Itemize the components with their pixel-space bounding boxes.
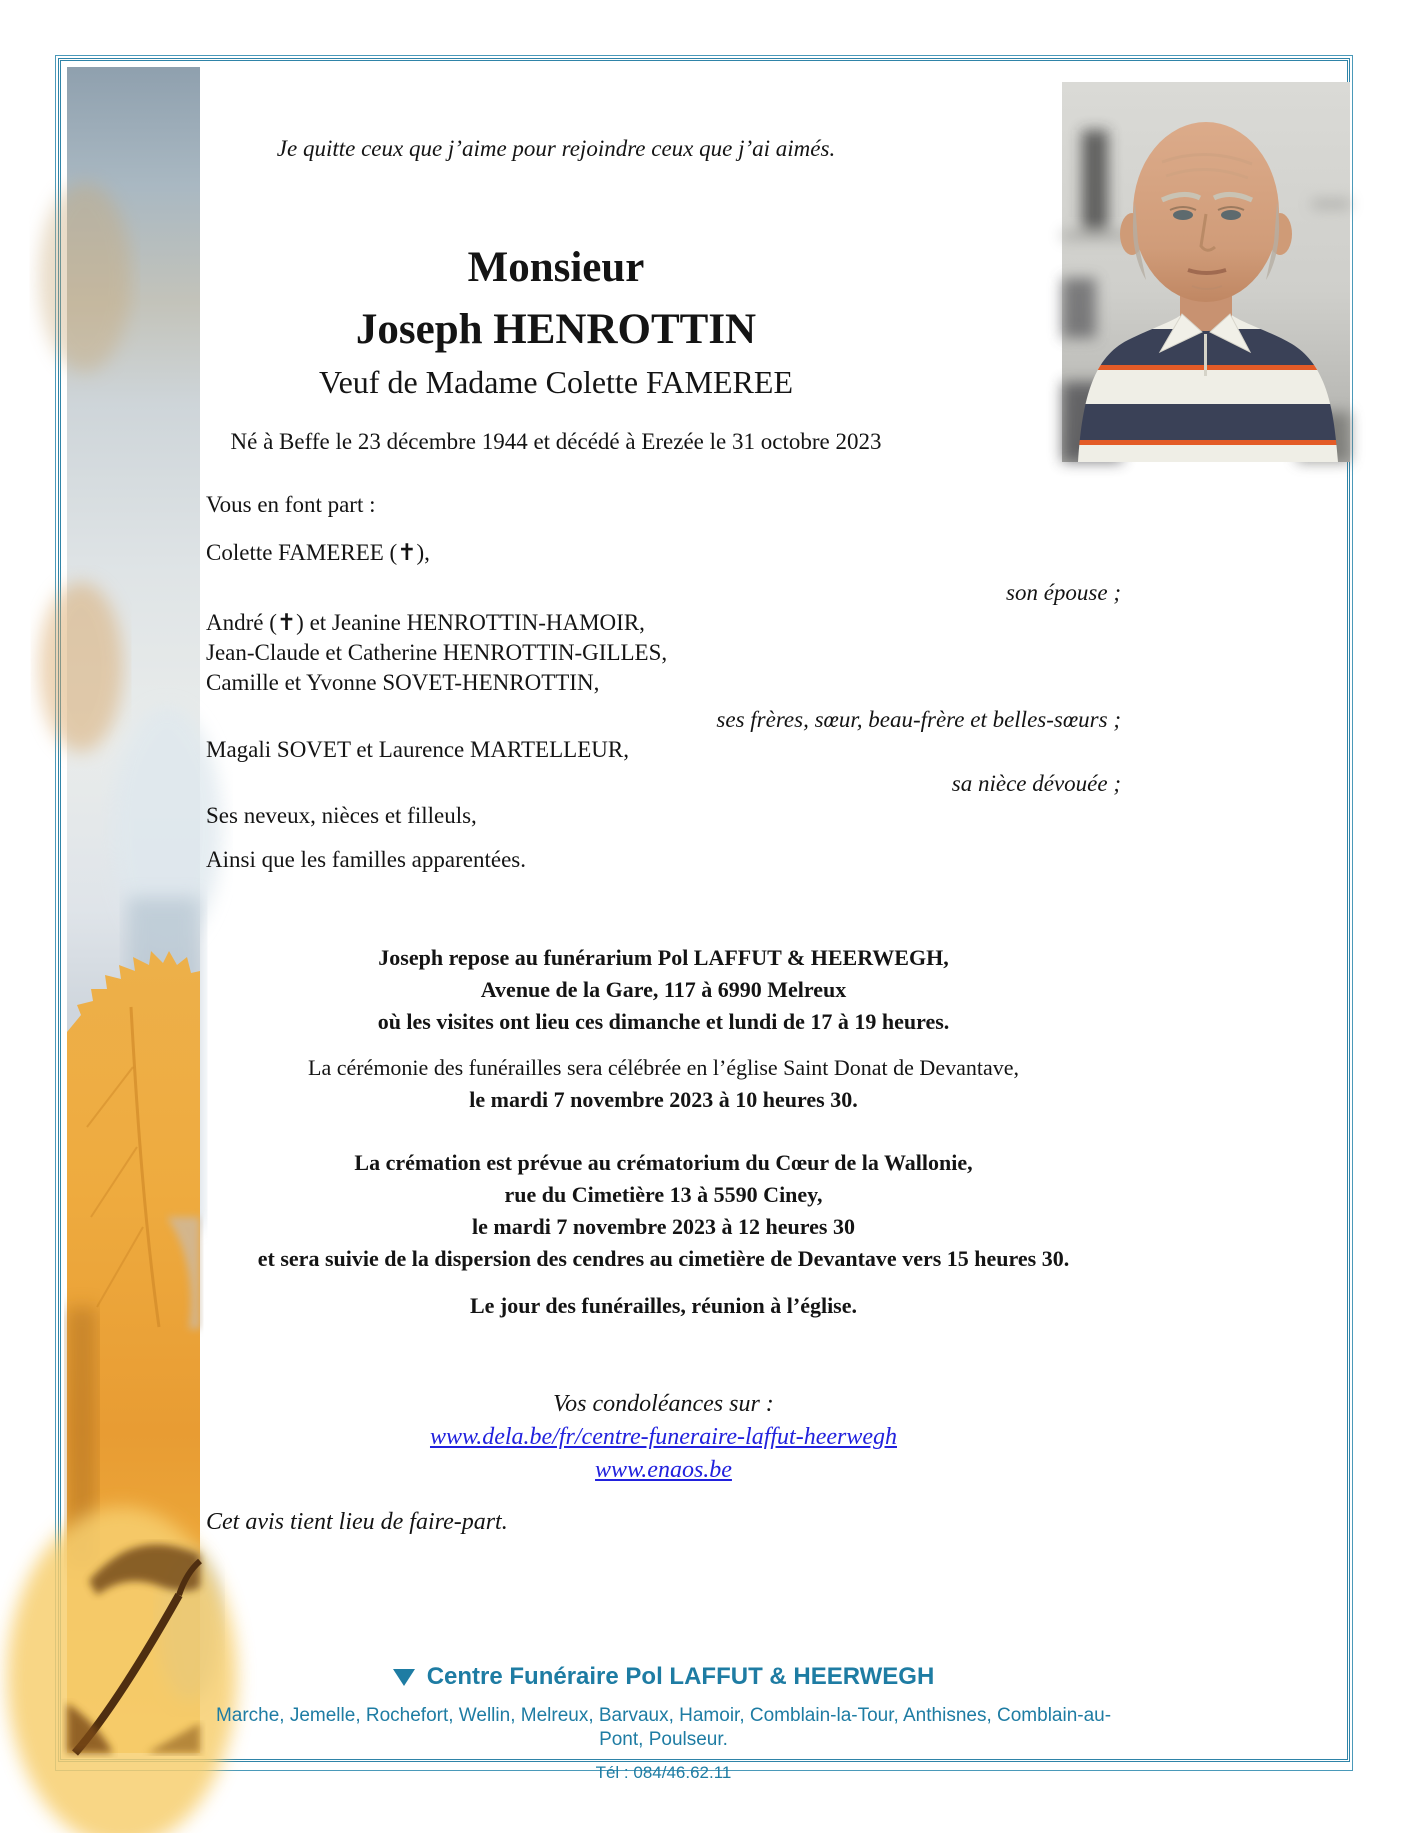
ceremony-date: le mardi 7 novembre 2023 à 10 heures 30. <box>469 1087 858 1112</box>
deceased-name: Joseph HENROTTIN <box>355 306 757 353</box>
sibling-line: Camille et Yvonne SOVET-HENROTTIN, <box>206 670 600 695</box>
ceremony-block <box>206 1052 1121 1116</box>
nephews-line: Ses neveux, nièces et filleuls, <box>206 803 477 828</box>
cremation-date: le mardi 7 novembre 2023 à 12 heures 30 <box>472 1214 855 1239</box>
niece-relation: sa nièce dévouée ; <box>951 771 1121 796</box>
condolences-block <box>206 1387 1121 1487</box>
ceremony-line: La cérémonie des funérailles sera célébrée en l’église Saint Donat de Devantave, <box>308 1055 1019 1080</box>
repose-line: où les visites ont lieu ces dimanche et lundi de 17 à 19 heures. <box>377 1009 950 1034</box>
siblings-relation: ses frères, sœur, beau-frère et belles-sœurs ; <box>716 707 1121 732</box>
condolences-link-dela[interactable]: www.dela.be/fr/centre-funeraire-laffut-heerwegh <box>429 1424 897 1450</box>
funeral-home-phone: Tél : 084/46.62.11 <box>595 1763 732 1782</box>
funeral-home-logo-triangle-icon <box>393 1669 415 1686</box>
autumn-leaves-photo <box>67 67 200 1753</box>
condolences-link-enaos[interactable]: www.enaos.be <box>595 1457 732 1483</box>
siblings-list <box>206 608 1121 698</box>
cremation-block <box>206 1147 1121 1275</box>
faire-part-notice: Cet avis tient lieu de faire-part. <box>206 1509 508 1535</box>
obituary-text <box>206 61 1121 1784</box>
ashes-dispersion-line: et sera suivie de la dispersion des cendres au cimetière de Devantave vers 15 heures 30. <box>257 1246 1070 1271</box>
repose-line: Avenue de la Gare, 117 à 6990 Melreux <box>480 977 847 1002</box>
title-prefix: Monsieur <box>467 244 645 291</box>
funeral-home-locations: Marche, Jemelle, Rochefort, Wellin, Melreux, Barvaux, Hamoir, Comblain-la-Tour, Anthisnes, Comblain-au-Pont, Poulseur. <box>215 1705 1112 1750</box>
cremation-line: La crémation est prévue au crématorium du Cœur de la Wallonie, <box>354 1150 973 1175</box>
repose-line: Joseph repose au funérarium Pol LAFFUT & HEERWEGH, <box>378 945 949 970</box>
birth-death-line: Né à Beffe le 23 décembre 1944 et décédé à Erezée le 31 octobre 2023 <box>230 429 882 454</box>
cremation-line: rue du Cimetière 13 à 5590 Ciney, <box>504 1182 823 1207</box>
obituary-card <box>61 61 1347 1782</box>
spouse-name: Colette FAMEREE (✝), <box>206 540 430 565</box>
repose-block <box>206 942 1121 1038</box>
deceased-title-block <box>206 237 906 361</box>
condolences-label: Vos condoléances sur : <box>553 1391 774 1417</box>
funeral-home-name-text: Centre Funéraire Pol LAFFUT & HEERWEGH <box>426 1663 935 1690</box>
funeral-home-name <box>206 1662 1121 1692</box>
memorial-quote: Je quitte ceux que j’aime pour rejoindre ceux que j’ai aimés. <box>276 136 836 161</box>
families-line: Ainsi que les familles apparentées. <box>206 847 526 872</box>
obituary-card-border <box>55 55 1353 1782</box>
niece-names: Magali SOVET et Laurence MARTELLEUR, <box>206 737 629 762</box>
funeral-home-footer <box>206 1662 1121 1784</box>
widower-line: Veuf de Madame Colette FAMEREE <box>319 364 793 400</box>
sibling-line: André (✝) et Jeanine HENROTTIN-HAMOIR, <box>206 610 645 635</box>
spouse-relation: son épouse ; <box>1006 580 1121 605</box>
announcement-intro: Vous en font part : <box>206 492 376 517</box>
obituary-card-inner-border <box>58 58 1350 1782</box>
sibling-line: Jean-Claude et Catherine HENROTTIN-GILLES, <box>206 640 668 665</box>
gathering-line: Le jour des funérailles, réunion à l’église. <box>469 1293 858 1318</box>
